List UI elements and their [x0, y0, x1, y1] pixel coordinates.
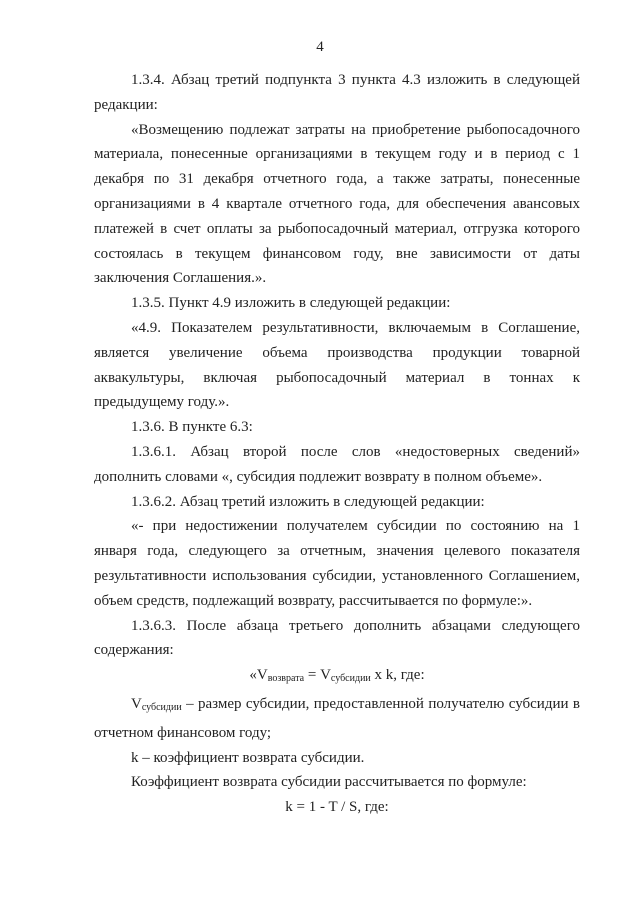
paragraph-quote-non-achievement: «- при недостижении получателем субсидии по состоянию на 1 января года, следующего за отчетным, значения целевого показателя результативности использования субсидии, установленного Соглашением, объем средств, подлежащий возврату, рассчитывается по формуле:». — [94, 518, 580, 609]
paragraph-1-3-4: 1.3.4. Абзац третий подпункта 3 пункта 4.3 изложить в следующей редакции: — [94, 72, 580, 113]
formula-coefficient: k = 1 - T / S, где: — [285, 799, 389, 816]
definition-subsidy-sub: субсидии — [141, 701, 182, 713]
paragraph-coefficient-formula: Коэффициент возврата субсидии рассчитывается по формуле: — [131, 774, 527, 791]
paragraph-1-3-6-1: 1.3.6.1. Абзац второй после слов «недостоверных сведений» дополнить словами «, субсидия подлежит возврату в полном объеме». — [94, 443, 580, 485]
formula-refund-sub-subsidy: субсидии — [330, 673, 371, 685]
definition-subsidy-text: – размер субсидии, предоставленной получателю субсидии в отчетном финансовом году; — [94, 695, 580, 741]
definition-subsidy-symbol: V — [131, 695, 142, 712]
paragraph-1-3-5: 1.3.5. Пункт 4.9 изложить в следующей редакции: — [131, 295, 451, 312]
formula-refund-volume — [94, 663, 580, 692]
formula-refund-tail: x k, где: — [370, 667, 425, 684]
paragraph-quote-4-9: «4.9. Показателем результативности, включаемым в Соглашение, является увеличение объема производства продукции товарной аквакультуры, включая рыбопосадочный материал в тоннах к предыдущему году.». — [94, 319, 580, 411]
paragraph-1-3-6-3: 1.3.6.3. После абзаца третьего дополнить абзацами следующего содержания: — [94, 617, 580, 659]
formula-refund-sub-return: возврата — [267, 673, 305, 685]
definition-k-coefficient: k – коэффициент возврата субсидии. — [131, 749, 365, 766]
paragraph-1-3-6: 1.3.6. В пункте 6.3: — [131, 419, 253, 436]
document-body — [94, 68, 580, 820]
paragraph-1-3-6-2: 1.3.6.2. Абзац третий изложить в следующей редакции: — [131, 493, 485, 510]
formula-refund-mid: = V — [304, 667, 331, 684]
definition-subsidy-volume — [94, 692, 580, 746]
formula-refund-open: «V — [249, 667, 268, 684]
paragraph-quote-reimbursement: «Возмещению подлежат затраты на приобретение рыбопосадочного материала, понесенные организациями в текущем году и в период с 1 декабря по 31 декабря отчетного года, а также затраты, понесенные организациями в 4 квартале отчетного года, для обеспечения авансовых платежей в счет оплаты за рыбопосадочный материал, отгрузка которого состоялась в текущем финансовом году, вне зависимости от даты заключения Соглашения.». — [94, 121, 580, 287]
page-number: 4 — [316, 39, 324, 55]
